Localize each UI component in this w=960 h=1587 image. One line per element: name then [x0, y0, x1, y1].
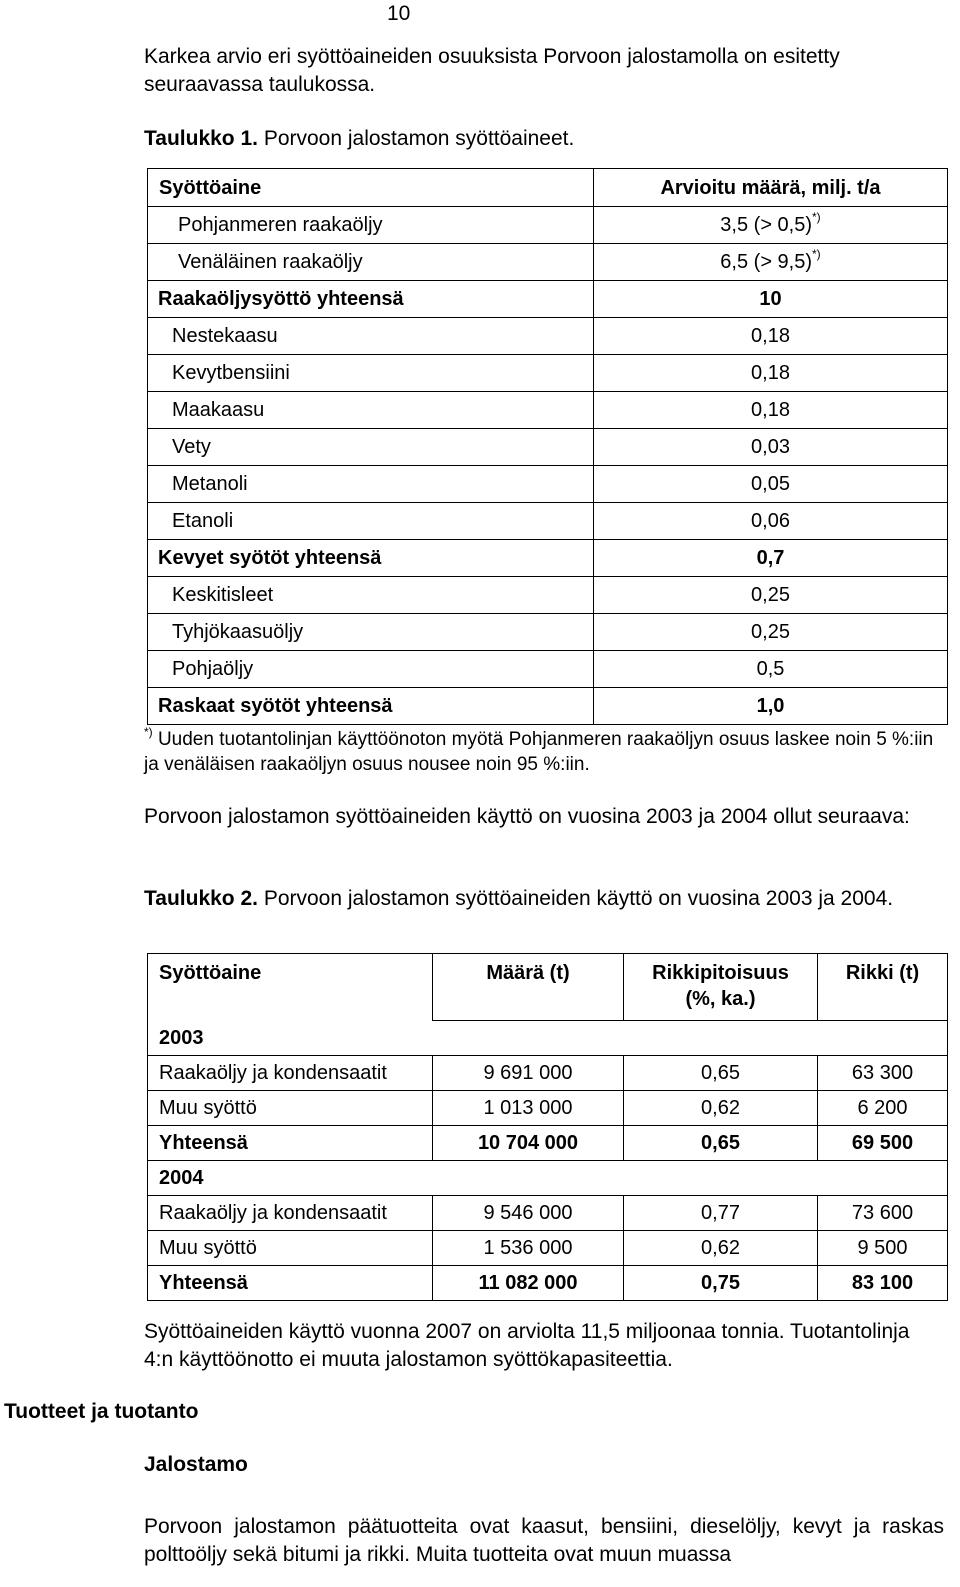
table-cell-name: Vety — [148, 429, 594, 466]
table-row-subtotal — [148, 281, 948, 318]
table-cell-value: 3,5 (> 0,5)*) — [594, 207, 948, 244]
footnote-text: Uuden tuotantolinjan käyttöönoton myötä Pohjanmeren raakaöljyn osuus laskee noin 5 %:iin ja venäläisen raakaöljyn osuus nousee noin 95 %:iin. — [144, 729, 934, 775]
table-row — [148, 244, 948, 281]
table-cell: 63 300 — [818, 1056, 948, 1091]
footnote-mark: *) — [812, 210, 821, 225]
table1-header-col2: Arvioitu määrä, milj. t/a — [594, 169, 948, 207]
table-row-subtotal — [148, 688, 948, 725]
table-cell-value: 0,06 — [594, 503, 948, 540]
table-cell-name: Tyhjökaasuöljy — [148, 614, 594, 651]
table2-header-col2: Määrä (t) — [433, 954, 624, 1021]
table-cell-name: Nestekaasu — [148, 318, 594, 355]
table-cell-name: Kevyet syötöt yhteensä — [148, 540, 594, 577]
table-row-total — [148, 1126, 948, 1161]
table-cell-name: Pohjaöljy — [148, 651, 594, 688]
table-cell-name: Pohjanmeren raakaöljy — [148, 207, 594, 244]
table-cell-name: Raskaat syötöt yhteensä — [148, 688, 594, 725]
table-cell: 0,75 — [624, 1266, 818, 1301]
table-cell-value: 0,7 — [594, 540, 948, 577]
table1-caption — [144, 125, 574, 153]
table1-footnote — [144, 724, 944, 777]
table-cell: 1 536 000 — [433, 1231, 624, 1266]
table-cell: 9 546 000 — [433, 1196, 624, 1231]
table-row — [148, 1056, 948, 1091]
table-cell-value: 0,18 — [594, 392, 948, 429]
table1 — [147, 168, 948, 725]
paragraph-4: Porvoon jalostamon päätuotteita ovat kaasut, bensiini, dieselöljy, kevyt ja raskas polttoöljy sekä bitumi ja rikki. Muita tuotteita ovat muun muassa — [144, 1515, 944, 1566]
table-cell: 0,65 — [624, 1126, 818, 1161]
sub-heading: Jalostamo — [144, 1453, 248, 1476]
table2-year: 2004 — [148, 1161, 948, 1196]
table-cell: 9 500 — [818, 1231, 948, 1266]
table-cell: 10 704 000 — [433, 1126, 624, 1161]
table-row — [148, 651, 948, 688]
table-cell: Muu syöttö — [148, 1091, 433, 1126]
table2 — [147, 953, 948, 1301]
table-row — [148, 207, 948, 244]
table2-header — [148, 954, 948, 1021]
table-cell: 0,65 — [624, 1056, 818, 1091]
table-cell-value: 0,18 — [594, 318, 948, 355]
table-cell-value: 1,0 — [594, 688, 948, 725]
table2-header-col1: Syöttöaine — [148, 954, 433, 1021]
table-row — [148, 1231, 948, 1266]
table-row — [148, 1091, 948, 1126]
table-cell-value: 0,25 — [594, 577, 948, 614]
table-cell-value: 0,25 — [594, 614, 948, 651]
intro-paragraph: Karkea arvio eri syöttöaineiden osuuksista Porvoon jalostamolla on esitetty seuraavassa taulukossa. — [144, 45, 840, 96]
table-cell: 0,62 — [624, 1231, 818, 1266]
table-row — [148, 429, 948, 466]
table2-year-row — [148, 1161, 948, 1196]
table1-caption-text: Porvoon jalostamon syöttöaineet. — [257, 127, 575, 150]
table-row — [148, 318, 948, 355]
table-cell: 0,62 — [624, 1091, 818, 1126]
table-cell: 73 600 — [818, 1196, 948, 1231]
table-cell-value: 0,5 — [594, 651, 948, 688]
table-cell: 6 200 — [818, 1091, 948, 1126]
paragraph-3: Syöttöaineiden käyttö vuonna 2007 on arviolta 11,5 miljoonaa tonnia. Tuotantolinja 4:n käyttöönotto ei muuta jalostamon syöttökapasiteettia. — [144, 1320, 910, 1371]
table-cell: 69 500 — [818, 1126, 948, 1161]
table1-caption-label: Taulukko 1. — [144, 127, 258, 150]
table-row-subtotal — [148, 540, 948, 577]
table-cell-name: Raakaöljysyöttö yhteensä — [148, 281, 594, 318]
table-cell: 83 100 — [818, 1266, 948, 1301]
table1-header — [148, 169, 948, 207]
table-row — [148, 392, 948, 429]
table-row-total — [148, 1266, 948, 1301]
side-heading: Tuotteet ja tuotanto — [4, 1400, 199, 1423]
table-cell: 11 082 000 — [433, 1266, 624, 1301]
table2-header-col4: Rikki (t) — [818, 954, 948, 1021]
table2-caption — [144, 885, 944, 913]
table-cell-name: Venäläinen raakaöljy — [148, 244, 594, 281]
table-cell: Raakaöljy ja kondensaatit — [148, 1056, 433, 1091]
table-cell-name: Keskitisleet — [148, 577, 594, 614]
table1-header-col1: Syöttöaine — [148, 169, 594, 207]
table-cell-value: 0,18 — [594, 355, 948, 392]
table-cell-name: Maakaasu — [148, 392, 594, 429]
table-row — [148, 1196, 948, 1231]
table-cell: Yhteensä — [148, 1126, 433, 1161]
table-cell-value: 0,03 — [594, 429, 948, 466]
table-cell-value: 10 — [594, 281, 948, 318]
table-row — [148, 614, 948, 651]
table2-caption-text: Porvoon jalostamon syöttöaineiden käyttö on vuosina 2003 ja 2004. — [257, 887, 894, 910]
table-row — [148, 577, 948, 614]
footnote-mark: *) — [812, 247, 821, 262]
table-cell-name: Metanoli — [148, 466, 594, 503]
table2-year: 2003 — [148, 1021, 948, 1056]
table-cell-value: 6,5 (> 9,5)*) — [594, 244, 948, 281]
table-row — [148, 466, 948, 503]
table2-header-col3: Rikkipitoisuus (%, ka.) — [624, 954, 818, 1021]
table-cell: Muu syöttö — [148, 1231, 433, 1266]
table-cell-value: 0,05 — [594, 466, 948, 503]
table-row — [148, 503, 948, 540]
page-number: 10 — [387, 2, 411, 25]
table-cell: Raakaöljy ja kondensaatit — [148, 1196, 433, 1231]
table-cell-name: Etanoli — [148, 503, 594, 540]
table-cell-name: Kevytbensiini — [148, 355, 594, 392]
table2-caption-label: Taulukko 2. — [144, 887, 258, 910]
table-cell: 1 013 000 — [433, 1091, 624, 1126]
table-row — [148, 355, 948, 392]
footnote-mark: *) — [144, 724, 153, 739]
paragraph-2: Porvoon jalostamon syöttöaineiden käyttö on vuosina 2003 ja 2004 ollut seuraava: — [144, 805, 910, 828]
table2-year-row — [148, 1021, 948, 1056]
table-cell: 0,77 — [624, 1196, 818, 1231]
table-cell: Yhteensä — [148, 1266, 433, 1301]
table-cell: 9 691 000 — [433, 1056, 624, 1091]
